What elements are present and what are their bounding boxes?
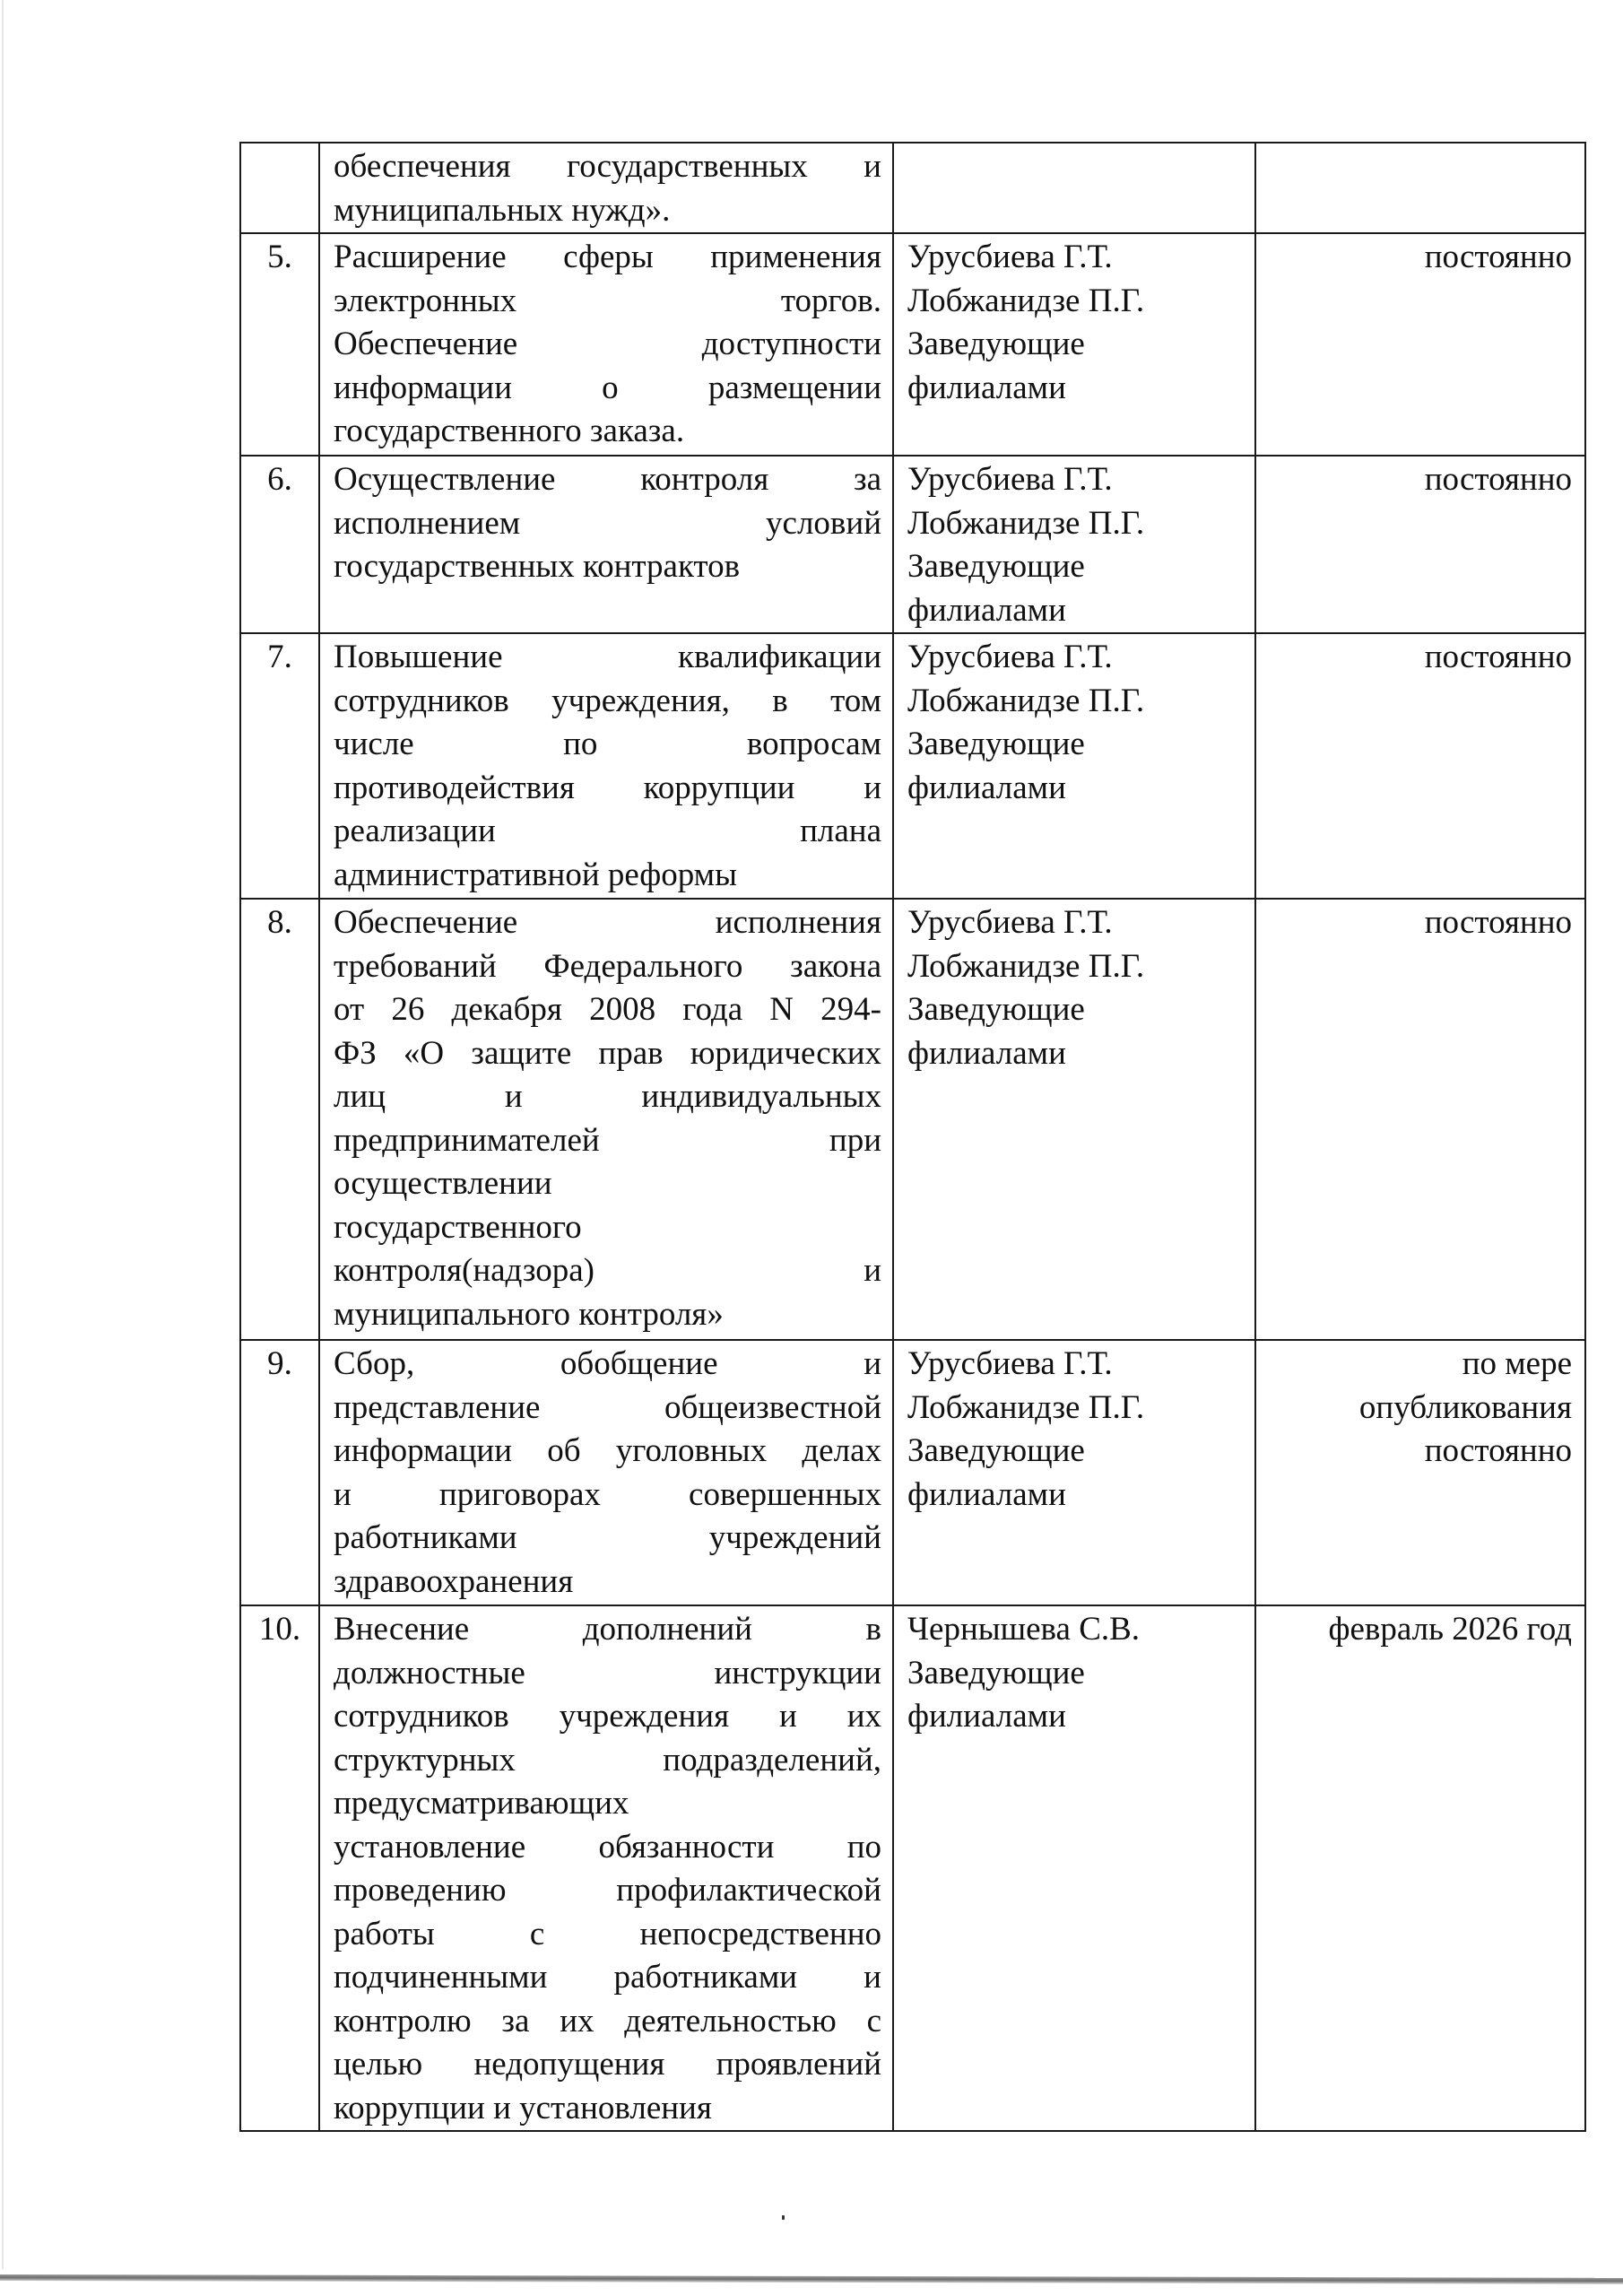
responsible-line: Заведующие — [907, 1432, 1085, 1469]
description-line: установление обязанности по — [334, 1828, 881, 1866]
deadline-line: постоянно — [1424, 461, 1572, 498]
table-row — [240, 899, 1585, 1340]
description-line: предпринимателей при — [334, 1121, 881, 1159]
row-number: 6. — [240, 456, 319, 633]
description-line: Обеспечение доступности — [334, 326, 881, 362]
responsible-line: Урусбиева Г.Т. — [907, 639, 1113, 675]
responsible-line: филиалами — [907, 1698, 1066, 1735]
description-line: информации об уголовных делах — [334, 1432, 881, 1469]
description-line: Расширение сферы применения — [334, 239, 881, 275]
page-edge — [2, 0, 4, 2269]
description-line: Обеспечение исполнения — [334, 904, 881, 941]
deadline — [1255, 143, 1585, 233]
responsible-persons — [893, 233, 1255, 456]
scan-speck — [782, 2215, 785, 2220]
row-number: 10. — [240, 1605, 319, 2131]
table-row — [240, 143, 1585, 233]
responsible-line: Лобжанидзе П.Г. — [907, 1388, 1145, 1426]
description-line: Осуществление контроля за — [334, 461, 881, 498]
responsible-line: Заведующие — [907, 1654, 1085, 1692]
description-line: исполнением условий — [334, 504, 881, 542]
description-line: муниципального контроля» — [334, 1295, 724, 1333]
description-line: Сбор, обобщение и — [334, 1345, 881, 1382]
responsible-line: Заведующие — [907, 726, 1085, 762]
description-line: ФЗ «О защите прав юридических — [334, 1034, 881, 1072]
description-line: сотрудников учреждения и их — [334, 1698, 881, 1735]
responsible-line: Заведующие — [907, 548, 1085, 585]
description-line: проведению профилактической — [334, 1872, 881, 1909]
description-line: представление общеизвестной — [334, 1388, 881, 1426]
activity-description — [319, 1340, 893, 1605]
description-line: электронных торгов. — [334, 282, 881, 319]
deadline-line: постоянно — [1424, 639, 1572, 675]
responsible-line: филиалами — [907, 591, 1066, 629]
responsible-line: Урусбиева Г.Т. — [907, 239, 1113, 275]
description-line: противодействия коррупции и — [334, 769, 881, 806]
description-line: реализации плана — [334, 813, 881, 849]
description-line: государственного — [334, 1208, 582, 1246]
description-line: от 26 декабря 2008 года N 294- — [334, 991, 881, 1028]
description-line: Повышение квалификации — [334, 639, 881, 675]
deadline-line: опубликования — [1358, 1388, 1572, 1426]
description-line: работниками учреждений — [334, 1519, 881, 1556]
description-line: контроля(надзора) и — [334, 1252, 881, 1289]
plan-table-body — [240, 143, 1585, 2131]
responsible-line: Лобжанидзе П.Г. — [907, 947, 1145, 985]
responsible-line: Урусбиева Г.Т. — [907, 461, 1113, 498]
responsible-line: Заведующие — [907, 991, 1085, 1028]
activity-description — [319, 899, 893, 1340]
responsible-persons — [893, 1605, 1255, 2131]
description-line: подчиненными работниками и — [334, 1959, 881, 1996]
responsible-line: Урусбиева Г.Т. — [907, 1345, 1113, 1382]
responsible-persons — [893, 899, 1255, 1340]
description-line: информации о размещении — [334, 369, 881, 406]
row-number — [240, 143, 319, 233]
description-line: целью недопущения проявлений — [334, 2046, 881, 2083]
activity-description — [319, 633, 893, 899]
description-line: предусматривающих — [334, 1785, 629, 1822]
activity-description — [319, 456, 893, 633]
deadline-line: постоянно — [1424, 1432, 1572, 1469]
responsible-line: Лобжанидзе П.Г. — [907, 282, 1145, 319]
deadline — [1255, 1340, 1585, 1605]
deadline-line: постоянно — [1424, 239, 1572, 275]
deadline — [1255, 633, 1585, 899]
description-line: здравоохранения — [334, 1562, 574, 1600]
description-line: государственных контрактов — [334, 548, 741, 585]
deadline-line: февраль 2026 год — [1328, 1611, 1572, 1648]
table-row — [240, 633, 1585, 899]
description-line: государственного заказа. — [334, 413, 685, 449]
description-line: требований Федерального закона — [334, 947, 881, 985]
deadline — [1255, 233, 1585, 456]
row-number: 5. — [240, 233, 319, 456]
responsible-persons — [893, 1340, 1255, 1605]
activity-description — [319, 233, 893, 456]
deadline-line: постоянно — [1424, 904, 1572, 941]
plan-table — [239, 142, 1586, 2132]
description-line: коррупции и установления — [334, 2089, 712, 2126]
responsible-line: Урусбиева Г.Т. — [907, 904, 1113, 941]
description-line: муниципальных нужд». — [334, 191, 671, 229]
description-line: и приговорах совершенных — [334, 1475, 881, 1513]
table-row — [240, 233, 1585, 456]
deadline — [1255, 1605, 1585, 2131]
responsible-line: филиалами — [907, 769, 1066, 806]
responsible-line: Лобжанидзе П.Г. — [907, 682, 1145, 719]
description-line: осуществлении — [334, 1165, 552, 1202]
description-line: административной реформы — [334, 856, 737, 893]
responsible-line: Чернышева С.В. — [907, 1611, 1141, 1648]
activity-description — [319, 1605, 893, 2131]
description-line: числе по вопросам — [334, 726, 881, 762]
table-row — [240, 456, 1585, 633]
deadline — [1255, 456, 1585, 633]
row-number: 7. — [240, 633, 319, 899]
description-line: лиц и индивидуальных — [334, 1078, 881, 1115]
row-number: 8. — [240, 899, 319, 1340]
deadline-line: по мере — [1462, 1345, 1572, 1382]
responsible-line: филиалами — [907, 1475, 1066, 1513]
description-line: контролю за их деятельностью с — [334, 2002, 881, 2039]
responsible-persons — [893, 633, 1255, 899]
responsible-line: филиалами — [907, 369, 1066, 406]
description-line: Внесение дополнений в — [334, 1611, 881, 1648]
activity-description — [319, 143, 893, 233]
table-row — [240, 1340, 1585, 1605]
responsible-persons — [893, 456, 1255, 633]
description-line: обеспечения государственных и — [334, 148, 881, 185]
table-row — [240, 1605, 1585, 2131]
description-line: работы с непосредственно — [334, 1915, 881, 1952]
description-line: сотрудников учреждения, в том — [334, 682, 881, 719]
description-line: должностные инструкции — [334, 1654, 881, 1692]
deadline — [1255, 899, 1585, 1340]
row-number: 9. — [240, 1340, 319, 1605]
responsible-persons — [893, 143, 1255, 233]
responsible-line: Заведующие — [907, 326, 1085, 362]
description-line: структурных подразделений, — [334, 1741, 881, 1779]
page-bottom-edge — [0, 2274, 1623, 2284]
responsible-line: филиалами — [907, 1034, 1066, 1072]
responsible-line: Лобжанидзе П.Г. — [907, 504, 1145, 542]
